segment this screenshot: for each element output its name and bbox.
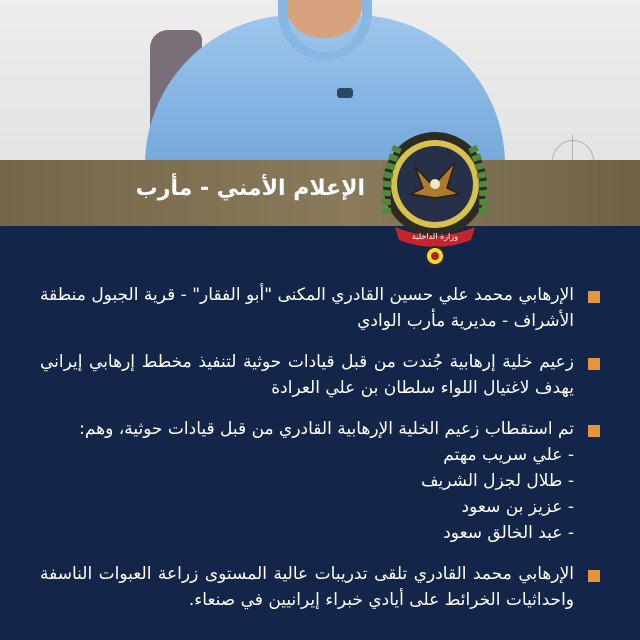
name-item: - عبد الخالق سعود (40, 520, 574, 546)
bullet-icon (588, 291, 600, 303)
name-item: - طلال لجزل الشريف (40, 468, 574, 494)
bullet-icon (588, 358, 600, 370)
list-item (40, 349, 600, 401)
list-item-text: الإرهابي محمد علي حسين القادري المكنى "أبو الفقار" - قرية الجبول منطقة الأشراف - مديرية مأرب الوادي (40, 285, 574, 331)
name-item: - عزيز بن سعود (40, 494, 574, 520)
ministry-emblem-icon (375, 122, 495, 272)
list-item (40, 561, 600, 613)
name-item: - علي سريب مهتم (40, 442, 574, 468)
emblem-ribbon-text: وزارة الداخلية (412, 232, 458, 241)
bullet-icon (588, 425, 600, 437)
names-list (40, 442, 574, 546)
list-item (40, 282, 600, 334)
list-item-text: تم استقطاب زعيم الخلية الإرهابية القادري من قبل قيادات حوثية، وهم: (79, 419, 574, 439)
list-item-text: زعيم خلية إرهابية جُندت من قبل قيادات حوثية لتنفيذ مخطط إرهابي إيراني يهدف لاغتيال اللواء سلطان بن علي العرادة (40, 352, 574, 398)
list-item-text: الإرهابي محمد القادري تلقى تدريبات عالية المستوى زراعة العبوات الناسفة واحداثيات الخرائط على أيادي خبراء إيرانيين في صنعاء. (40, 564, 574, 610)
bullet-icon (588, 570, 600, 582)
list-item (40, 416, 600, 546)
shirt-pocket (337, 88, 353, 98)
detainee-photo (0, 0, 640, 170)
info-list (40, 282, 600, 628)
banner-title: الإعلام الأمني - مأرب (135, 176, 365, 201)
